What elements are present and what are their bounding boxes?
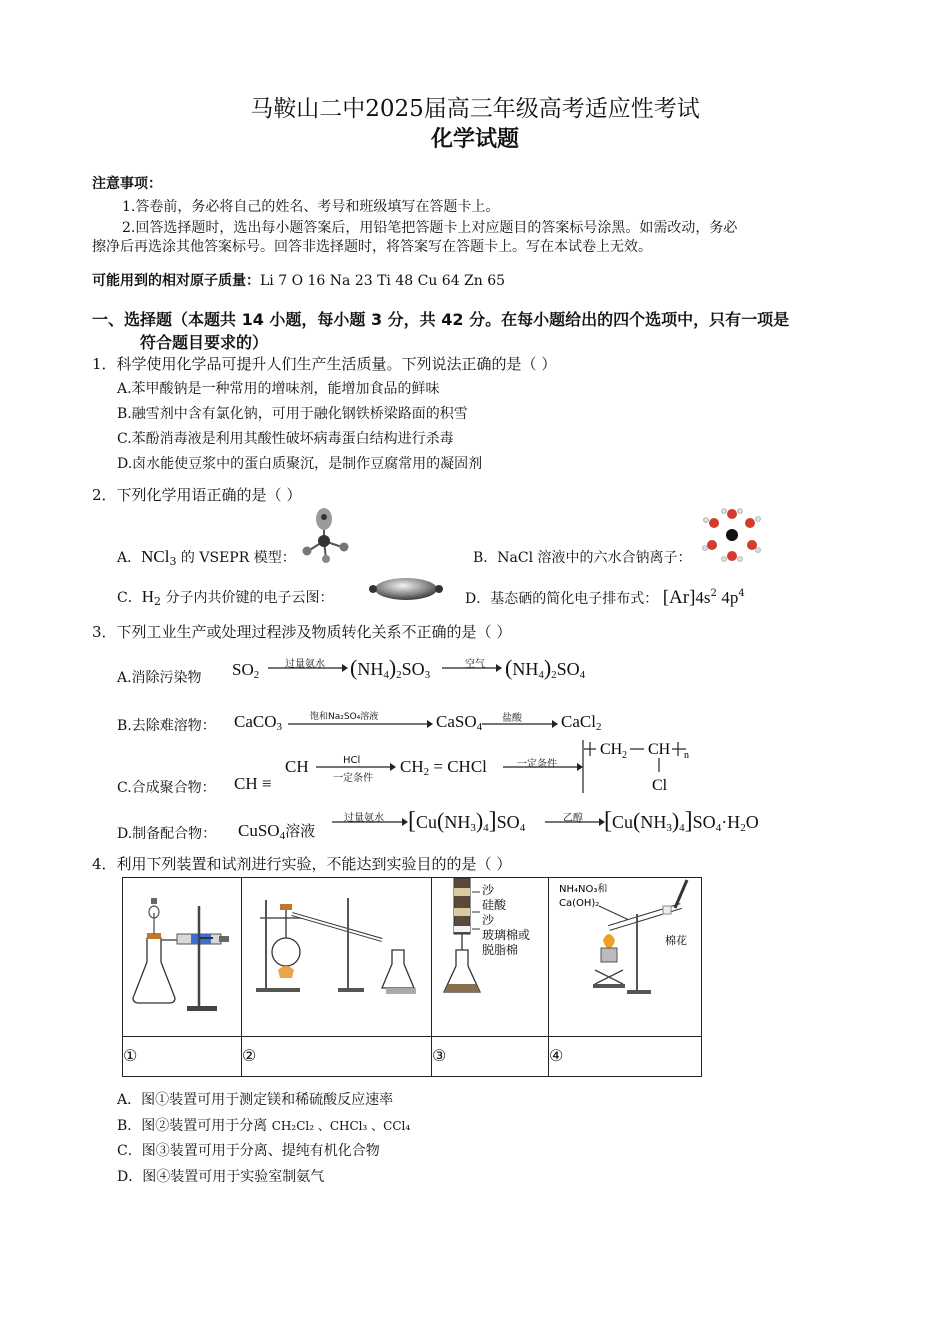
apparatus-table xyxy=(122,877,702,1077)
notice-item-1: 1.答卷前，务必将自己的姓名、考号和班级填写在答题卡上。 xyxy=(122,199,500,215)
q3a-nh42so3: $(NH_4)_2SO_3$ xyxy=(350,655,431,681)
q4-stem: 4．利用下列装置和试剂进行实验，不能达到实验目的的是（ ） xyxy=(92,855,512,873)
q3a-so2: $SO_2$ xyxy=(232,660,260,681)
q3b-caco3: CaCO$_3$ xyxy=(234,712,282,733)
atomic-mass-line xyxy=(92,270,505,290)
notice-heading: 注意事项： xyxy=(92,176,162,192)
atomic-mass-values: Li 7 O 16 Na 23 Ti 48 Cu 64 Zn 65 xyxy=(260,273,506,289)
svg-text:2: 2 xyxy=(622,750,627,761)
svg-text:NH₄NO₃和: NH₄NO₃和 xyxy=(559,884,608,895)
svg-text:CH: CH xyxy=(648,741,671,758)
q2-option-d: D．基态硒的简化电子排布式： $[Ar]4s^2$ $4p^4$ xyxy=(465,587,745,608)
q3d-cuso4: CuSO$_4$溶液 xyxy=(238,821,316,842)
exam-title: 马鞍山二中2025届高三年级高考适应性考试 xyxy=(250,96,700,122)
q3d-cond-1: 过量氨水 xyxy=(344,813,384,824)
q3-option-b-label: B.去除难溶物： xyxy=(117,718,216,734)
svg-text:沙: 沙 xyxy=(482,913,495,927)
q3-stem: 3．下列工业生产或处理过程涉及物质转化关系不正确的是（ ） xyxy=(92,623,512,641)
q1-stem: 1．科学使用化学品可提升人们生产生活质量。下列说法正确的是（ ） xyxy=(92,355,557,373)
apparatus-label-4: ④ xyxy=(549,1037,702,1077)
apparatus-2-cell xyxy=(242,878,432,1037)
q3a-nh42so4: $(NH_4)_2SO_4$ xyxy=(505,655,586,681)
apparatus-label-1: ① xyxy=(123,1037,242,1077)
q1-option-b: B.融雪剂中含有氯化钠，可用于融化钢铁桥梁路面的积雪 xyxy=(117,406,468,422)
svg-text:Cl: Cl xyxy=(652,777,668,794)
q3c-cond-2: 一定条件 xyxy=(517,759,557,770)
section-1-heading-2: 符合题目要求的） xyxy=(140,333,269,352)
apparatus-3-cell xyxy=(432,878,549,1037)
apparatus-3-image xyxy=(432,878,548,1032)
svg-text:棉花: 棉花 xyxy=(665,934,687,947)
pvc-structure xyxy=(582,738,702,796)
q1-option-d: D.卤水能使豆浆中的蛋白质聚沉，是制作豆腐常用的凝固剂 xyxy=(117,456,483,472)
arrow-icon xyxy=(316,761,396,773)
vsepr-model-icon xyxy=(296,505,358,563)
apparatus-label-3: ③ xyxy=(432,1037,549,1077)
notice-item-2b: 擦净后再选涂其他答案标号。回答非选择题时，将答案写在答题卡上。写在本试卷上无效。 xyxy=(92,239,652,255)
arrow-icon xyxy=(545,816,605,828)
apparatus-2-image xyxy=(242,878,431,1032)
q1-option-c: C.苯酚消毒液是利用其酸性破坏病毒蛋白结构进行杀毒 xyxy=(117,431,454,447)
q3d-complex-1: $[Cu(NH_3)_4]SO_4$ xyxy=(408,808,526,834)
exam-subtitle: 化学试题 xyxy=(430,127,519,152)
q3a-cond-1: 过量氨水 xyxy=(285,659,325,670)
notice-item-2a: 2.回答选择题时，选出每小题答案后，用铅笔把答题卡上对应题目的答案标号涂黑。如需改动，务必 xyxy=(122,220,738,236)
q3d-complex-2: $[Cu(NH_3)_4]SO_4\cdot H_2O$ xyxy=(604,808,759,834)
q3c-vinyl-chloride: $CH_2$ = CHCl xyxy=(400,757,487,778)
q3c-cond-1: HCl xyxy=(343,755,361,766)
svg-text:玻璃棉或: 玻璃棉或 xyxy=(482,928,531,942)
arrow-icon xyxy=(482,718,558,730)
q3-option-a-label: A.消除污染物 xyxy=(117,670,202,686)
svg-text:Ca(OH)₂: Ca(OH)₂ xyxy=(559,898,600,909)
arrow-icon xyxy=(503,761,583,773)
svg-text:沙: 沙 xyxy=(482,883,495,897)
q3b-caso4: CaSO$_4$ xyxy=(436,712,483,733)
q3d-cond-2: 乙醇 xyxy=(563,813,583,824)
arrow-icon xyxy=(268,662,348,674)
q1-option-a: A.苯甲酸钠是一种常用的增味剂，能增加食品的鲜味 xyxy=(117,381,440,397)
apparatus-1-cell xyxy=(123,878,242,1037)
q3b-cacl2: CaCl$_2$ xyxy=(561,712,602,733)
q4-option-b: B．图②装置可用于分离 CH₂Cl₂ 、CHCl₃ 、CCl₄ xyxy=(117,1118,411,1134)
q2-stem: 2．下列化学用语正确的是（ ） xyxy=(92,486,302,504)
q2-option-c: C．$H_2$ 分子内共价键的电子云图： xyxy=(117,587,334,608)
electron-cloud-icon xyxy=(368,576,444,602)
q4-option-c: C．图③装置可用于分离、提纯有机化合物 xyxy=(117,1143,380,1159)
apparatus-1-image xyxy=(123,878,241,1032)
q2-option-a: A．NCl$_3$ 的 VSEPR 模型： xyxy=(117,547,296,568)
apparatus-4-cell xyxy=(549,878,702,1037)
q2-option-b: B．NaCl 溶液中的六水合钠离子： xyxy=(473,550,692,566)
q3-option-d-label: D.制备配合物： xyxy=(117,826,217,842)
arrow-icon xyxy=(288,718,433,730)
svg-text:脱脂棉: 脱脂棉 xyxy=(482,943,519,957)
hydrated-sodium-ion-icon xyxy=(700,508,764,562)
arrow-icon xyxy=(332,816,408,828)
q3b-cond-2: 盐酸 xyxy=(502,713,522,724)
q3a-cond-2: 空气 xyxy=(465,659,485,670)
svg-text:CH: CH xyxy=(600,741,623,758)
section-1-heading: 一、选择题（本题共 14 小题，每小题 3 分，共 42 分。在每小题给出的四个选项中，只有一项是 xyxy=(92,310,790,329)
q3c-ch-left: CH ≡ xyxy=(234,774,272,793)
q3b-cond-1: 饱和Na₂SO₄溶液 xyxy=(310,712,379,722)
q4-option-a: A．图①装置可用于测定镁和稀硫酸反应速率 xyxy=(117,1092,394,1108)
apparatus-4-image xyxy=(549,878,701,1032)
apparatus-label-2: ② xyxy=(242,1037,432,1077)
atomic-mass-label: 可能用到的相对原子质量： xyxy=(92,273,260,289)
svg-text:硅酸: 硅酸 xyxy=(482,898,507,912)
arrow-icon xyxy=(442,662,502,674)
q3-option-c-label: C.合成聚合物： xyxy=(117,780,216,796)
q3c-ch-right: CH xyxy=(285,757,309,776)
q3c-cond-1b: 一定条件 xyxy=(333,773,373,784)
q4-option-d: D．图④装置可用于实验室制氨气 xyxy=(117,1169,325,1185)
svg-text:n: n xyxy=(684,750,689,761)
